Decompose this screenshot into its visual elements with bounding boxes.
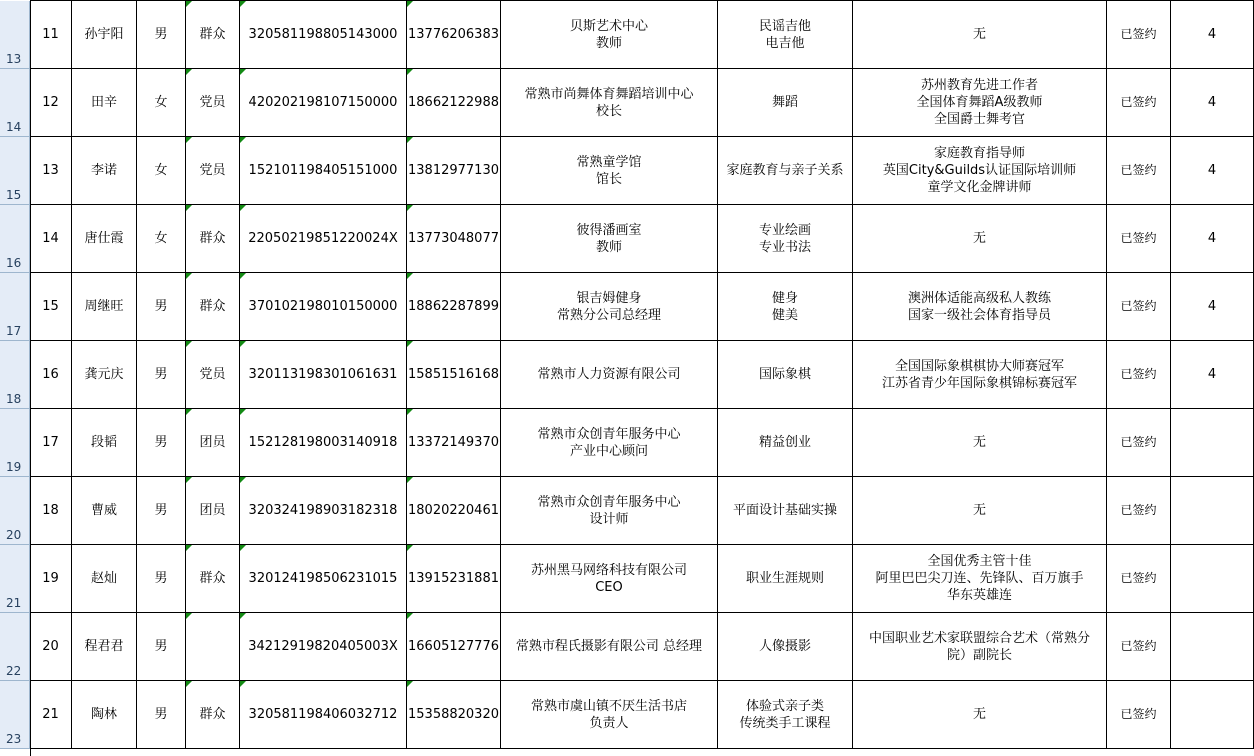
cell-politics[interactable] <box>186 613 240 681</box>
cell-politics[interactable]: 党员 <box>186 341 240 409</box>
cell-politics[interactable]: 团员 <box>186 477 240 545</box>
cell-honors[interactable]: 无 <box>853 1 1107 69</box>
cell-no[interactable]: 15 <box>30 273 72 341</box>
row-header[interactable] <box>0 477 30 545</box>
cell-course[interactable]: 精益创业 <box>718 409 853 477</box>
grid-top-border <box>30 0 1254 1</box>
cell-org[interactable]: 常熟市众创青年服务中心 产业中心顾问 <box>501 409 718 477</box>
cell-honors[interactable]: 澳洲体适能高级私人教练 国家一级社会体育指导员 <box>853 273 1107 341</box>
cell-phone[interactable]: 13812977130 <box>407 137 501 205</box>
cell-course[interactable]: 人像摄影 <box>718 613 853 681</box>
cell-name[interactable]: 曹威 <box>72 477 137 545</box>
row-header[interactable] <box>0 545 30 613</box>
cell-status[interactable]: 已签约 <box>1107 409 1171 477</box>
cell-no[interactable]: 21 <box>30 681 72 749</box>
cell-phone[interactable]: 13915231881 <box>407 545 501 613</box>
row-header[interactable] <box>0 273 30 341</box>
cell-org[interactable]: 常熟市尚舞体育舞蹈培训中心 校长 <box>501 69 718 137</box>
cell-status[interactable]: 已签约 <box>1107 1 1171 69</box>
cell-honors[interactable]: 家庭教育指导师 英国City&Guilds认证国际培训师 童学文化金牌讲师 <box>853 137 1107 205</box>
cell-org[interactable]: 苏州黑马网络科技有限公司 CEO <box>501 545 718 613</box>
cell-gender[interactable]: 男 <box>137 1 186 69</box>
cell-gender[interactable]: 男 <box>137 477 186 545</box>
cell-no[interactable]: 13 <box>30 137 72 205</box>
cell-org[interactable]: 贝斯艺术中心 教师 <box>501 1 718 69</box>
cell-id[interactable]: 320113198301061631 <box>240 341 407 409</box>
cell-phone[interactable]: 15851516168 <box>407 341 501 409</box>
cell-politics[interactable]: 党员 <box>186 69 240 137</box>
cell-name[interactable]: 程君君 <box>72 613 137 681</box>
cell-no[interactable]: 18 <box>30 477 72 545</box>
row-header-label: 21 <box>6 596 22 610</box>
cell-id[interactable]: 370102198010150000 <box>240 273 407 341</box>
cell-status[interactable]: 已签约 <box>1107 613 1171 681</box>
cell-count[interactable] <box>1171 613 1254 681</box>
cell-id[interactable]: 34212919820405003X <box>240 613 407 681</box>
cell-no[interactable]: 20 <box>30 613 72 681</box>
cell-course[interactable]: 家庭教育与亲子关系 <box>718 137 853 205</box>
cell-org[interactable]: 彼得潘画室 教师 <box>501 205 718 273</box>
cell-phone[interactable]: 18662122988 <box>407 69 501 137</box>
cell-org[interactable]: 银吉姆健身 常熟分公司总经理 <box>501 273 718 341</box>
row-header-label: 14 <box>6 120 22 134</box>
cell-name[interactable]: 赵灿 <box>72 545 137 613</box>
cell-honors[interactable]: 全国国际象棋棋协大师赛冠军 江苏省青少年国际象棋锦标赛冠军 <box>853 341 1107 409</box>
cell-org[interactable]: 常熟市众创青年服务中心 设计师 <box>501 477 718 545</box>
cell-course[interactable]: 民谣吉他 电吉他 <box>718 1 853 69</box>
cell-politics[interactable]: 群众 <box>186 545 240 613</box>
cell-no[interactable]: 14 <box>30 205 72 273</box>
cell-course[interactable]: 职业生涯规则 <box>718 545 853 613</box>
row-header[interactable] <box>0 409 30 477</box>
cell-name[interactable]: 田辛 <box>72 69 137 137</box>
cell-org[interactable]: 常熟市程氏摄影有限公司 总经理 <box>501 613 718 681</box>
cell-politics[interactable]: 团员 <box>186 409 240 477</box>
cell-org[interactable]: 常熟市虞山镇不厌生活书店 负责人 <box>501 681 718 749</box>
cell-no[interactable]: 16 <box>30 341 72 409</box>
cell-name[interactable]: 陶林 <box>72 681 137 749</box>
cell-status[interactable]: 已签约 <box>1107 69 1171 137</box>
cell-course[interactable]: 国际象棋 <box>718 341 853 409</box>
cell-status[interactable]: 已签约 <box>1107 545 1171 613</box>
cell-status[interactable]: 已签约 <box>1107 205 1171 273</box>
row-header-label: 16 <box>6 256 22 270</box>
cell-id[interactable]: 22050219851220024X <box>240 205 407 273</box>
cell-politics[interactable]: 群众 <box>186 205 240 273</box>
cell-count[interactable] <box>1171 409 1254 477</box>
row-header[interactable] <box>0 613 30 681</box>
cell-honors[interactable]: 无 <box>853 477 1107 545</box>
cell-no[interactable]: 12 <box>30 69 72 137</box>
cell-phone[interactable]: 18020220461 <box>407 477 501 545</box>
cell-status[interactable]: 已签约 <box>1107 681 1171 749</box>
row-header[interactable] <box>0 1 30 69</box>
row-header-label: 13 <box>6 52 22 66</box>
row-header[interactable] <box>0 205 30 273</box>
cell-count[interactable] <box>1171 477 1254 545</box>
cell-count[interactable]: 4 <box>1171 137 1254 205</box>
cell-gender[interactable]: 男 <box>137 681 186 749</box>
row-header-label: 20 <box>6 528 22 542</box>
row-header[interactable] <box>0 341 30 409</box>
cell-id[interactable]: 320124198506231015 <box>240 545 407 613</box>
cell-politics[interactable]: 群众 <box>186 273 240 341</box>
cell-phone[interactable]: 16605127776 <box>407 613 501 681</box>
cell-honors[interactable]: 无 <box>853 409 1107 477</box>
cell-count[interactable]: 4 <box>1171 69 1254 137</box>
cell-phone[interactable]: 13776206383 <box>407 1 501 69</box>
cell-gender[interactable]: 男 <box>137 409 186 477</box>
cell-gender[interactable]: 男 <box>137 273 186 341</box>
cell-course[interactable]: 舞蹈 <box>718 69 853 137</box>
cell-id[interactable]: 152128198003140918 <box>240 409 407 477</box>
cell-honors[interactable]: 苏州教育先进工作者 全国体育舞蹈A级教师 全国爵士舞考官 <box>853 69 1107 137</box>
cell-phone[interactable]: 18862287899 <box>407 273 501 341</box>
cell-gender[interactable]: 女 <box>137 205 186 273</box>
cell-course[interactable]: 专业绘画 专业书法 <box>718 205 853 273</box>
cell-honors[interactable]: 无 <box>853 205 1107 273</box>
row-header-label: 17 <box>6 324 22 338</box>
cell-gender[interactable]: 男 <box>137 341 186 409</box>
cell-count[interactable]: 4 <box>1171 205 1254 273</box>
cell-gender[interactable]: 女 <box>137 137 186 205</box>
cell-status[interactable]: 已签约 <box>1107 341 1171 409</box>
cell-politics[interactable]: 党员 <box>186 137 240 205</box>
row-header-label: 19 <box>6 460 22 474</box>
cell-name[interactable]: 龚元庆 <box>72 341 137 409</box>
cell-honors[interactable]: 中国职业艺术家联盟综合艺术（常熟分 院）副院长 <box>853 613 1107 681</box>
cell-status[interactable]: 已签约 <box>1107 477 1171 545</box>
cell-no[interactable]: 19 <box>30 545 72 613</box>
cell-course[interactable]: 体验式亲子类 传统类手工课程 <box>718 681 853 749</box>
row-header-label: 18 <box>6 392 22 406</box>
cell-status[interactable]: 已签约 <box>1107 137 1171 205</box>
cell-count[interactable]: 4 <box>1171 1 1254 69</box>
cell-name[interactable]: 李诺 <box>72 137 137 205</box>
cell-id[interactable]: 320581198805143000 <box>240 1 407 69</box>
cell-gender[interactable]: 男 <box>137 613 186 681</box>
cell-org[interactable]: 常熟童学馆 馆长 <box>501 137 718 205</box>
cell-status[interactable]: 已签约 <box>1107 273 1171 341</box>
row-header-label: 15 <box>6 188 22 202</box>
cell-count[interactable] <box>1171 681 1254 749</box>
cell-phone[interactable]: 13372149370 <box>407 409 501 477</box>
cell-name[interactable]: 唐仕霞 <box>72 205 137 273</box>
cell-id[interactable]: 320581198406032712 <box>240 681 407 749</box>
grid-left-border <box>30 0 31 756</box>
cell-id[interactable]: 320324198903182318 <box>240 477 407 545</box>
cell-gender[interactable]: 女 <box>137 69 186 137</box>
row-header-label: 23 <box>6 732 22 746</box>
cell-count[interactable]: 4 <box>1171 341 1254 409</box>
cell-no[interactable]: 17 <box>30 409 72 477</box>
cell-count[interactable]: 4 <box>1171 273 1254 341</box>
cell-count[interactable] <box>1171 545 1254 613</box>
cell-org[interactable]: 常熟市人力资源有限公司 <box>501 341 718 409</box>
cell-id[interactable]: 152101198405151000 <box>240 137 407 205</box>
cell-politics[interactable]: 群众 <box>186 681 240 749</box>
cell-gender[interactable]: 男 <box>137 545 186 613</box>
cell-politics[interactable]: 群众 <box>186 1 240 69</box>
row-header[interactable] <box>0 681 30 749</box>
row-header[interactable] <box>0 69 30 137</box>
cell-course[interactable]: 平面设计基础实操 <box>718 477 853 545</box>
cell-phone[interactable]: 15358820320 <box>407 681 501 749</box>
row-header-label: 22 <box>6 664 22 678</box>
cell-course[interactable]: 健身 健美 <box>718 273 853 341</box>
cell-id[interactable]: 420202198107150000 <box>240 69 407 137</box>
row-header[interactable] <box>0 137 30 205</box>
cell-name[interactable]: 周继旺 <box>72 273 137 341</box>
cell-phone[interactable]: 13773048077 <box>407 205 501 273</box>
cell-name[interactable]: 段韬 <box>72 409 137 477</box>
cell-name[interactable]: 孙宇阳 <box>72 1 137 69</box>
cell-no[interactable]: 11 <box>30 1 72 69</box>
cell-honors[interactable]: 全国优秀主管十佳 阿里巴巴尖刀连、先锋队、百万旗手 华东英雄连 <box>853 545 1107 613</box>
cell-honors[interactable]: 无 <box>853 681 1107 749</box>
